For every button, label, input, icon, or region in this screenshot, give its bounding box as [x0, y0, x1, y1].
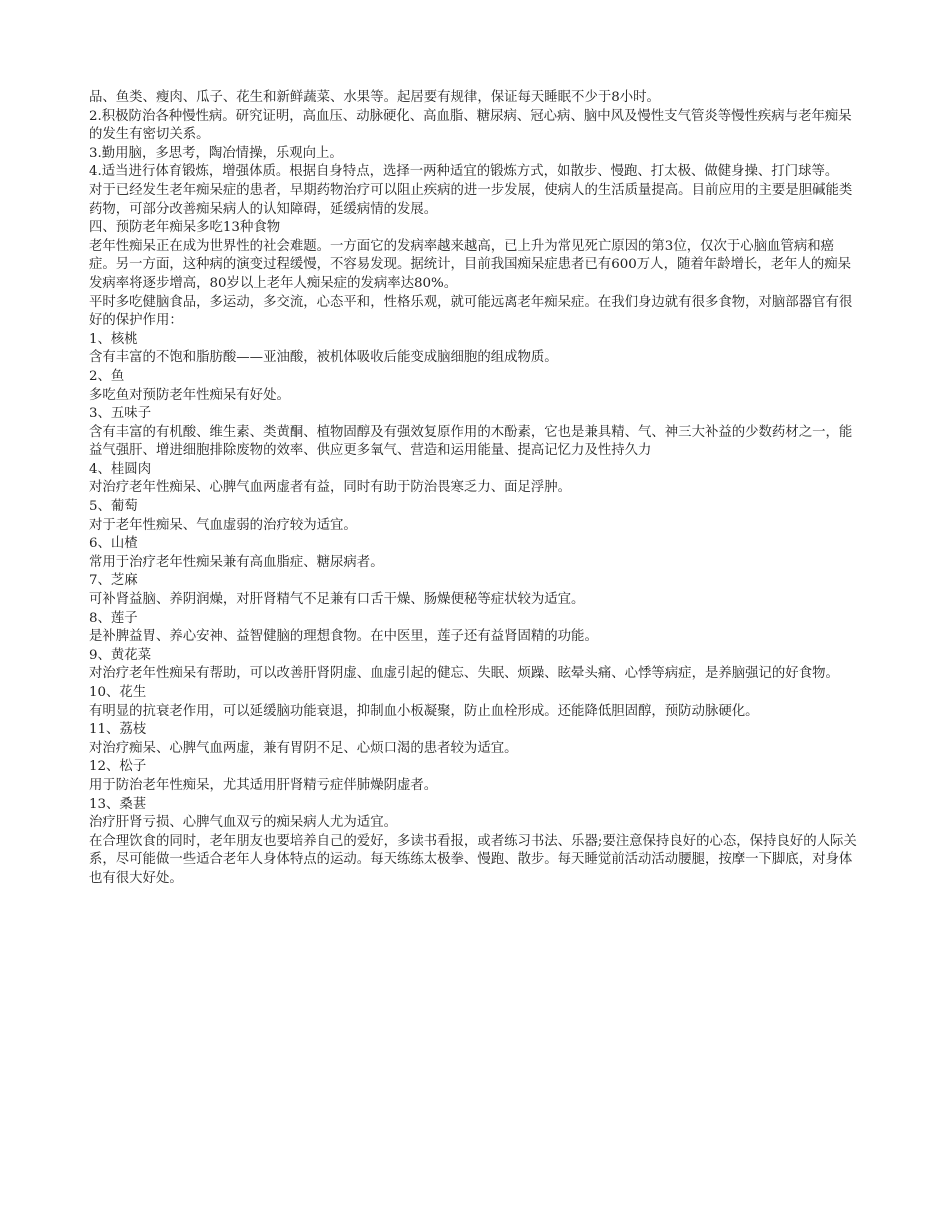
section-heading-13-foods: 四、预防老年痴呆多吃13种食物	[89, 220, 281, 236]
food-desc-pine-nut: 用于防治老年性痴呆，尤其适用肝肾精亏症伴肺燥阴虚者。	[89, 777, 438, 793]
food-desc-hawthorn: 常用于治疗老年性痴呆兼有高血脂症、糖尿病者。	[89, 554, 384, 570]
food-desc-daylily: 对治疗老年性痴呆有帮助，可以改善肝肾阴虚、血虚引起的健忘、失眠、烦躁、眩晕头痛、心悸等病症，是养脑强记的好食物。	[89, 666, 839, 682]
food-heading-walnut: 1、核桃	[89, 331, 138, 347]
food-heading-lotus-seed: 8、莲子	[89, 610, 138, 626]
food-heading-sesame: 7、芝麻	[89, 573, 138, 589]
paragraph-exercise: 4.适当进行体育锻炼，增强体质。根据自身特点，选择一两种适宜的锻炼方式，如散步、慢跑、打太极、做健身操、打门球等。	[89, 164, 839, 180]
paragraph-use-brain: 3.勤用脑，多思考，陶冶情操，乐观向上。	[89, 145, 343, 161]
food-desc-sesame: 可补肾益脑、养阴润燥，对肝肾精气不足兼有口舌干燥、肠燥便秘等症状较为适宜。	[89, 592, 585, 608]
food-heading-daylily: 9、黄花菜	[89, 647, 152, 663]
food-heading-schisandra: 3、五味子	[89, 406, 152, 422]
food-heading-longan: 4、桂圆肉	[89, 461, 152, 477]
food-heading-hawthorn: 6、山楂	[89, 536, 138, 552]
paragraph-social-problem: 老年性痴呆正在成为世界性的社会难题。一方面它的发病率越来越高，已上升为常见死亡原因的第3位，仅次于心脑血管病和癌症。另一方面，这种病的演变过程缓慢，不容易发现。据统计，目前我国痴呆症患者已有600万人，随着年龄增长，老年人的痴呆发病率将逐步增高，80岁以上老年人痴呆症的发病率达80%。	[89, 238, 852, 291]
food-desc-grape: 对于老年性痴呆、气血虚弱的治疗较为适宜。	[89, 517, 357, 533]
food-desc-schisandra: 含有丰富的有机酸、维生素、类黄酮、植物固醇及有强效复原作用的木酚素，它也是兼具精、气、神三大补益的少数药材之一，能益气强肝、增进细胞排除废物的效率、供应更多氧气、营造和运用能量、提高记忆力及性持久力	[89, 424, 853, 459]
food-heading-grape: 5、葡萄	[89, 499, 138, 515]
paragraph-brain-foods-intro: 平时多吃健脑食品，多运动，多交流，心态平和，性格乐观，就可能远离老年痴呆症。在我们身边就有很多食物，对脑部器官有很好的保护作用：	[89, 294, 853, 329]
food-desc-lychee: 对治疗痴呆、心脾气血两虚，兼有胃阴不足、心烦口渴的患者较为适宜。	[89, 740, 518, 756]
food-heading-mulberry: 13、桑葚	[89, 796, 147, 812]
food-heading-peanut: 10、花生	[89, 685, 147, 700]
food-heading-fish: 2、鱼	[89, 368, 125, 384]
paragraph-diet-continuation: 品、鱼类、瘦肉、瓜子、花生和新鲜蔬菜、水果等。起居要有规律，保证每天睡眠不少于8小时。	[89, 90, 660, 105]
paragraph-drug-treatment: 对于已经发生老年痴呆症的患者，早期药物治疗可以阻止疾病的进一步发展，使病人的生活质量提高。目前应用的主要是胆碱能类药物，可部分改善痴呆病人的认知障碍，延缓病情的发展。	[89, 182, 853, 217]
food-desc-longan: 对治疗老年性痴呆、心脾气血两虚者有益，同时有助于防治畏寒乏力、面足浮肿。	[89, 480, 572, 496]
food-heading-pine-nut: 12、松子	[89, 759, 147, 775]
food-desc-fish: 多吃鱼对预防老年性痴呆有好处。	[89, 387, 290, 403]
food-desc-mulberry: 治疗肝肾亏损、心脾气血双亏的痴呆病人尤为适宜。	[89, 815, 397, 831]
paragraph-closing-advice: 在合理饮食的同时，老年朋友也要培养自己的爱好，多读书看报，或者练习书法、乐器;要注意保持良好的心态，保持良好的人际关系，尽可能做一些适合老年人身体特点的运动。每天练练太极拳、慢跑、散步。每天睡觉前活动活动腰腿，按摩一下脚底，对身体也有很大好处。	[89, 833, 857, 886]
food-desc-peanut: 有明显的抗衰老作用，可以延缓脑功能衰退，抑制血小板凝聚，防止血栓形成。还能降低胆固醇，预防动脉硬化。	[89, 703, 759, 719]
food-desc-lotus-seed: 是补脾益胃、养心安神、益智健脑的理想食物。在中医里，莲子还有益肾固精的功能。	[89, 629, 598, 645]
paragraph-chronic-disease: 2.积极防治各种慢性病。研究证明，高血压、动脉硬化、高血脂、糖尿病、冠心病、脑中风及慢性支气管炎等慢性疾病与老年痴呆的发生有密切关系。	[89, 108, 852, 143]
document-body	[89, 89, 859, 889]
food-desc-walnut: 含有丰富的不饱和脂肪酸——亚油酸，被机体吸收后能变成脑细胞的组成物质。	[89, 350, 558, 366]
food-heading-lychee: 11、荔枝	[89, 722, 147, 738]
